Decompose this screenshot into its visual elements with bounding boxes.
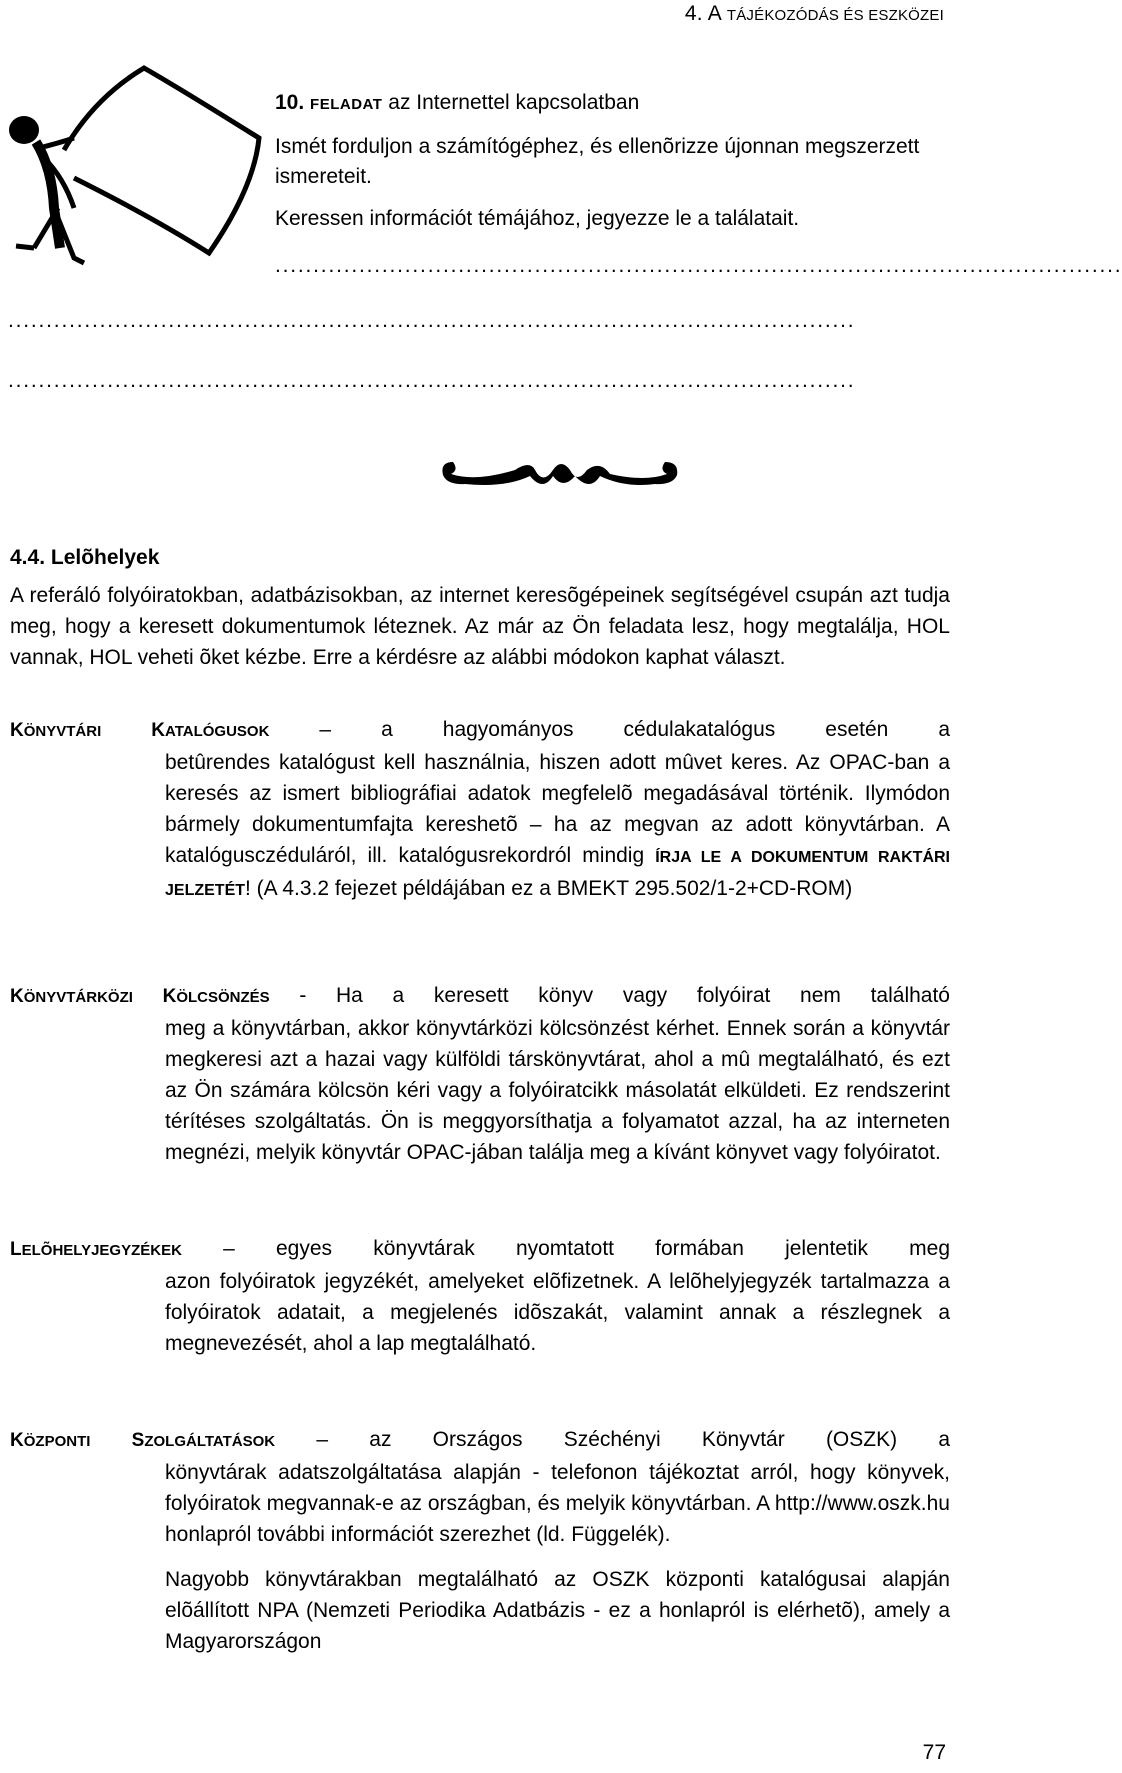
task-label: FELADAT (310, 96, 383, 113)
task-title (275, 88, 935, 120)
list-item-first-line: KÖZPONTI SZOLGÁLTATÁSOK – az Országos Széchényi Könyvtár (OSZK) a (10, 1428, 951, 1451)
chapter-title-initial: A (707, 2, 721, 25)
list-item-body: könyvtárak adatszolgáltatása alapján - telefonon tájékoztat arról, hogy könyvek, folyóiratok megvannak-e az országban, és melyik könyvtárban. A http://www.oszk.hu honlapról további információt szerezhet (ld. Függelék). (165, 1461, 950, 1546)
list-item-first-line: KÖNYVTÁRKÖZI KÖLCSÖNZÉS - Ha a keresett könyv vagy folyóirat nem található (10, 984, 950, 1007)
emphasis-text: ÍRJA LE A DOKUMENTUM RAKTÁRI JELZETÉT (165, 849, 950, 899)
list-item-kolcsonzes (10, 980, 950, 1168)
task-title-rest: az Internettel kapcsolatban (382, 91, 640, 114)
task-instruction-2: Keressen információt témájához, jegyezze le a találatait. (275, 207, 800, 230)
list-item-body: betûrendes katalógust kell használnia, hiszen adott mûvet keres. Az OPAC-ban a keresés az ismert bibliográfiai adatok megfelelõ megadásával történik. Ilymódon bármely dokumentumfajta kereshetõ – ha az megvan az adott könyvtárban. A katalógusczéduláról, ill. katalógusrekordról mindig ÍRJA LE A DOKUMENTUM RAKTÁRI JELZETÉT! (A 4.3.2 fejezet példájában ez a BMEKT 295.502/1-2+CD-ROM) (165, 751, 950, 900)
chapter-number: 4. (684, 2, 703, 25)
item-term: LELÕHELYJEGYZÉKEK (10, 1239, 182, 1260)
list-item-katalogusok (10, 714, 950, 906)
answer-line-2: ............................................................................................................... (8, 309, 856, 332)
chapter-title-rest: TÁJÉKOZÓDÁS ÉS ESZKÖZEI (726, 7, 944, 24)
running-header (685, 2, 944, 26)
list-item-lelohelyjegyzekek (10, 1233, 950, 1359)
list-item-paragraph-2: Nagyobb könyvtárakban megtalálható az OSZK központi katalógusai alapján elõállított NPA (Nemzeti Periodika Adatbázis - ez a honlapról is elérhetõ), amely a Magyarországon (165, 1568, 950, 1653)
task-instruction-1: Ismét forduljon a számítógéphez, és ellenõrizze újonnan megszerzett ismereteit. (275, 135, 920, 188)
answer-line-3: ............................................................................................................... (8, 369, 856, 392)
item-term: KÖZPONTI SZOLGÁLTATÁSOK (10, 1430, 276, 1451)
task-number: 10. (275, 91, 305, 114)
task-box (275, 88, 935, 246)
list-item-body: azon folyóiratok jegyzékét, amelyeket elõfizetnek. A lelõhelyjegyzék tartalmazza a folyóiratok adatait, a megjelenés idõszakát, valamint annak a részlegnek a megnevezését, ahol a lap megtalálható. (165, 1270, 950, 1355)
list-item-body: meg a könyvtárban, akkor könyvtárközi kölcsönzést kérhet. Ennek során a könyvtár megkeresi azt a hazai vagy külföldi társkönyvtárat, ahol a mû megtalálható, és ezt az Ön számára kölcsön kéri vagy a folyóiratcikk másolatát elküldeti. Ez rendszerint térítéses szolgáltatás. Ön is meggyorsíthatja a folyamatot azzal, ha az interneten megnézi, melyik könyvtár OPAC-jában találja meg a kívánt könyvet vagy folyóiratot. (165, 1017, 950, 1164)
person-holding-sign-illustration (4, 58, 264, 288)
decorative-flourish (435, 440, 685, 495)
list-item-first-line: LELÕHELYJEGYZÉKEK – egyes könyvtárak nyomtatott formában jelentetik meg (10, 1237, 950, 1260)
section-intro: A referáló folyóiratokban, adatbázisokban, az internet keresõgépeinek segítségével csupán azt tudja meg, hogy a keresett dokumentumok léteznek. Az már az Ön feladata lesz, hogy megtalálja, HOL vannak, HOL veheti õket kézbe. Erre a kérdésre az alábbi módokon kaphat választ. (10, 584, 950, 669)
item-term: KÖNYVTÁRI KATALÓGUSOK (10, 720, 270, 741)
list-item-kozponti (10, 1424, 950, 1657)
answer-line-1: ............................................................................................................... (275, 254, 1122, 277)
section-heading: 4.4. Lelõhelyek (10, 546, 160, 569)
item-term: KÖNYVTÁRKÖZI KÖLCSÖNZÉS (10, 986, 270, 1007)
list-item-first-line: KÖNYVTÁRI KATALÓGUSOK – a hagyományos cédulakatalógus esetén a (10, 718, 950, 741)
page-number: 77 (922, 1741, 946, 1764)
